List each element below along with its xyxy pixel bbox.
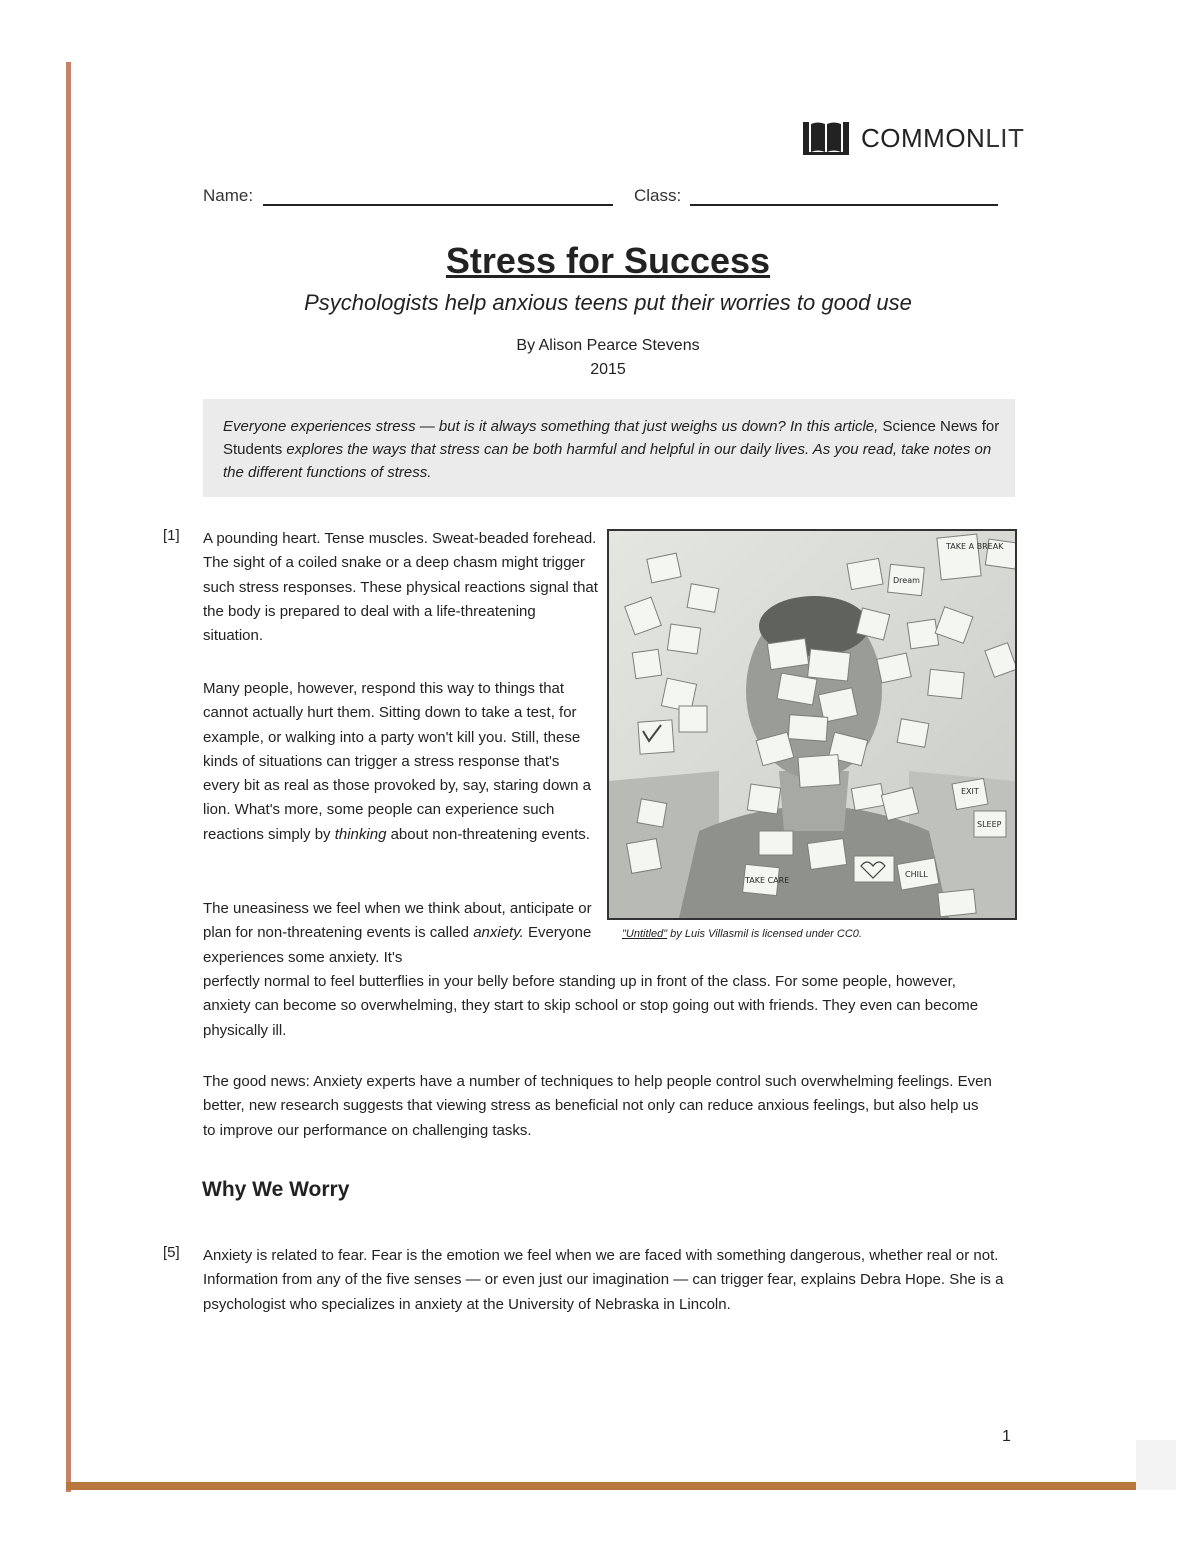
paragraph-2-text-a: Many people, however, respond this way to things that cannot actually hurt them. Sitting down to take a test, for example, or walking into a party won't kill you. Still, these kinds of situations can trigger a stress response that's every bit as real as those provoked by, say, staring down a lion. What's more, some people can experience such reactions simply by	[203, 680, 591, 843]
article-title: Stress for Success	[445, 240, 771, 281]
caption-title-link[interactable]: "Untitled"	[622, 928, 668, 940]
paragraph-number-1: [1]	[163, 527, 180, 544]
section-heading: Why We Worry	[202, 1178, 350, 1201]
photo-sticky-notes-person	[609, 531, 1015, 918]
open-book-icon	[801, 118, 851, 158]
caption-credit: by Luis Villasmil is licensed under CC0.	[667, 928, 862, 940]
class-field[interactable]	[690, 204, 998, 206]
logo-text-lit: LIT	[985, 122, 1025, 153]
paragraph-3-continued: perfectly normal to feel butterflies in your belly before standing up in front of the class. For some people, however, anxiety can become so overwhelming, they start to skip school or stop going out with friends. They even can become physically ill.	[203, 973, 979, 1039]
paragraph-4: The good news: Anxiety experts have a number of techniques to help people control such overwhelming feelings. Even better, new research suggests that viewing stress as beneficial not only can reduce anxious feelings, but also help us to improve our performance on challenging tasks.	[203, 1073, 992, 1139]
paragraph-1: A pounding heart. Tense muscles. Sweat-beaded forehead. The sight of a coiled snake or a deep chasm might trigger such stress responses. These physical reactions signal that the body is prepared to deal with a life-threatening situation.	[203, 530, 598, 645]
article-photo	[607, 529, 1017, 920]
note-dream: Dream	[893, 576, 920, 585]
intro-box	[203, 399, 1015, 497]
name-field[interactable]	[263, 204, 613, 206]
article-year: 2015	[590, 361, 626, 378]
note-take-care: TAKE CARE	[745, 876, 790, 885]
page-number: 1	[1002, 1428, 1011, 1445]
class-label: Class:	[634, 186, 682, 205]
note-sleep: SLEEP	[977, 820, 1002, 829]
paragraph-2-text-b: about non-threatening events.	[390, 825, 590, 843]
paragraph-5: Anxiety is related to fear. Fear is the emotion we feel when we are faced with something dangerous, whether real or not. Information from any of the five senses — or even just our imagination — can trigger fear, explains Debra Hope. She is a psychologist who specializes in anxiety at the University of Nebraska in Lincoln.	[203, 1247, 1004, 1313]
name-class-row	[203, 186, 998, 212]
intro-source: Science News for Students	[223, 418, 1000, 458]
paragraph-3-text-a: The uneasiness we feel when we think about, anticipate or plan for non-threatening events is called	[203, 900, 592, 942]
photo-caption	[622, 928, 1002, 940]
note-exit: EXIT	[961, 787, 979, 796]
name-label: Name:	[203, 186, 254, 205]
logo-wordmark	[861, 123, 1024, 154]
paragraph-3-text-b: Everyone experiences some anxiety. It's	[203, 924, 592, 966]
intro-text	[223, 415, 1003, 484]
article-subtitle: Psychologists help anxious teens put their worries to good use	[304, 290, 912, 315]
paragraph-3-emphasis: anxiety.	[473, 924, 524, 942]
note-chill: CHILL	[905, 870, 928, 879]
paragraph-2	[203, 677, 593, 847]
scan-bottom-edge	[66, 1482, 1136, 1490]
paragraph-number-5: [5]	[163, 1244, 180, 1261]
scan-corner-shadow	[1136, 1440, 1176, 1490]
paragraph-2-emphasis: thinking	[334, 825, 387, 843]
intro-part-1: Everyone experiences stress — but is it always something that just weighs us down? In this article,	[223, 418, 879, 435]
article-byline: By Alison Pearce Stevens	[516, 337, 700, 354]
commonlit-logo	[801, 118, 1024, 158]
logo-text-main: COMMON	[861, 122, 986, 153]
intro-part-2: explores the ways that stress can be both harmful and helpful in our daily lives. As you read, take notes on the different functions of stress.	[223, 441, 992, 481]
note-take-a-break: TAKE A BREAK	[946, 542, 1004, 551]
paragraph-3-top	[203, 897, 601, 970]
